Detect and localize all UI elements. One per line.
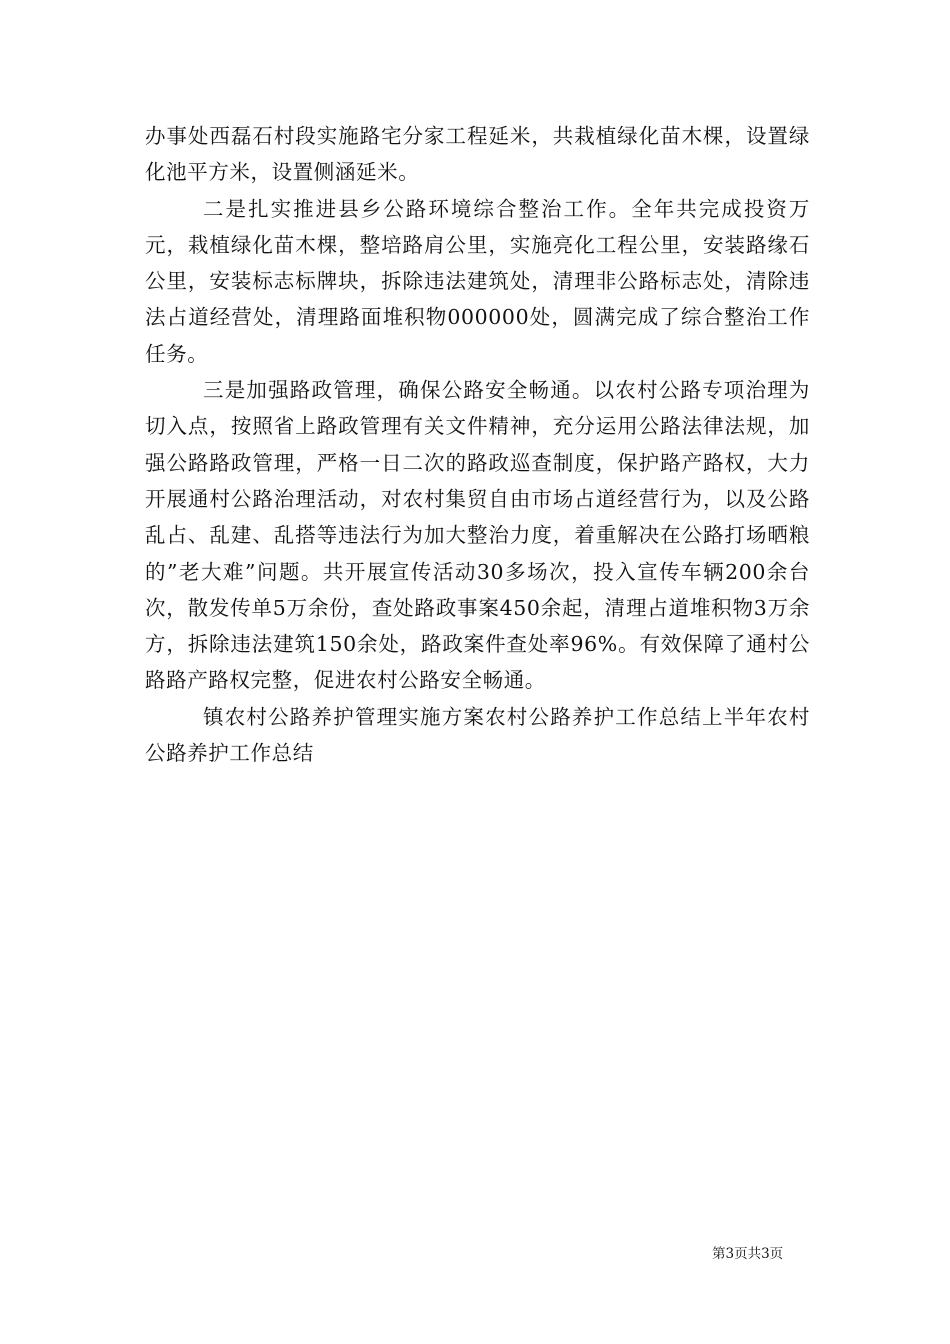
paragraph-1: 办事处西磊石村段实施路宅分家工程延米，共栽植绿化苗木棵，设置绿化池平方米，设置侧涵延米。 xyxy=(145,124,810,185)
document-body xyxy=(145,118,810,771)
paragraph-4: 镇农村公路养护管理实施方案农村公路养护工作总结上半年农村公路养护工作总结 xyxy=(145,704,810,766)
paragraph-3: 三是加强路政管理，确保公路安全畅通。以农村公路专项治理为切入点，按照省上路政管理有关文件精神，充分运用公路法律法规，加强公路路政管理，严格一日二次的路政巡查制度，保护路产路权，大力开展通村公路治理活动，对农村集贸自由市场占道经营行为，以及公路乱占、乱建、乱搭等违法行为加大整治力度，着重解决在公路打场晒粮的”老大难”问题。共开展宣传活动30多场次，投入宣传车辆200余台次，散发传单5万余份，查处路政事案450余起，清理占道堆积物3万余方，拆除违法建筑150余处，路政案件查处率96%。有效保障了通村公路路产路权完整，促进农村公路安全畅通。 xyxy=(145,378,810,693)
page-number: 第3页共3页 xyxy=(712,1246,784,1262)
paragraph-2: 二是扎实推进县乡公路环境综合整治工作。全年共完成投资万元，栽植绿化苗木棵，整培路肩公里，实施亮化工程公里，安装路缘石公里，安装标志标牌块，拆除违法建筑处，清理非公路标志处，清除违法占道经营处，清理路面堆积物000000处，圆满完成了综合整治工作任务。 xyxy=(145,196,810,366)
